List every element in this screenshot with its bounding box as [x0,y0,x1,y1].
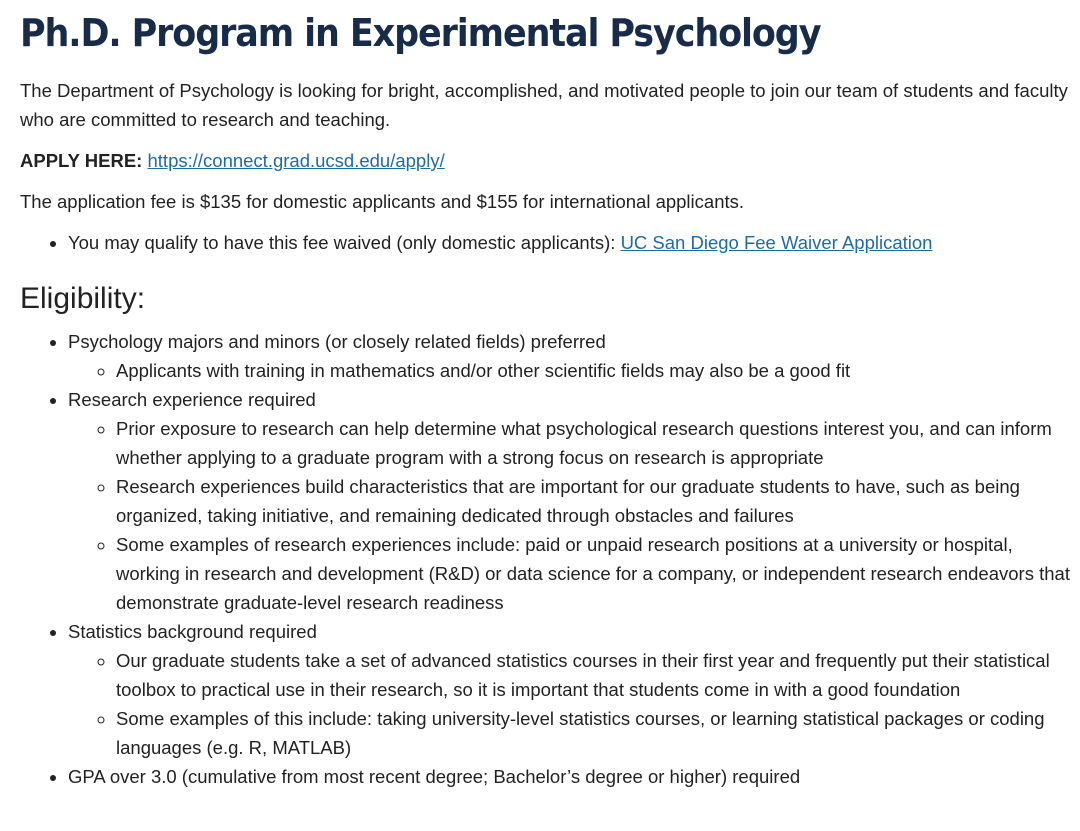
fee-waiver-text: You may qualify to have this fee waived (only domestic applicants): [68,232,621,253]
eligibility-subitem: ◦ Prior exposure to research can help determine what psychological research questions interest you, and can inform whether applying to a graduate program with a strong focus on research is appropriate [116,414,1070,472]
apply-link[interactable]: https://connect.grad.ucsd.edu/apply/ [147,150,445,171]
intro-paragraph: The Department of Psychology is looking for bright, accomplished, and motivated people to join our team of students and faculty who are committed to research and teaching. [20,80,1068,130]
eligibility-item-text: GPA over 3.0 (cumulative from most recent degree; Bachelor’s degree or higher) required [68,766,801,787]
fee-waiver-item [68,228,1070,257]
fee-waiver-link[interactable]: UC San Diego Fee Waiver Application [620,232,933,253]
fee-paragraph: The application fee is $135 for domestic applicants and $155 for international applicants. [20,191,745,212]
eligibility-subitem: ◦ Research experiences build characteristics that are important for our graduate students to have, such as being organized, taking initiative, and remaining dedicated through obstacles and failures [116,472,1070,530]
eligibility-subitem: ◦ Applicants with training in mathematics and/or other scientific fields may also be a good fit [116,356,1070,385]
apply-line [20,146,1070,175]
eligibility-sublist [68,414,1070,617]
eligibility-subitem: ◦ Some examples of this include: taking university-level statistics courses, or learning statistical packages or coding languages (e.g. R, MATLAB) [116,704,1070,762]
eligibility-heading: Eligibility: [20,282,146,315]
eligibility-sublist [68,646,1070,762]
eligibility-subitem: ◦ Some examples of research experiences include: paid or unpaid research positions at a university or hospital, working in research and development (R&D) or data science for a company, or independent research endeavors that demonstrate graduate-level research readiness [116,530,1070,617]
eligibility-item-text: Psychology majors and minors (or closely related fields) preferred [68,331,606,352]
eligibility-item-text: Statistics background required [68,621,317,642]
eligibility-item [68,327,1070,385]
eligibility-item [68,617,1070,762]
fee-waiver-list [20,228,1070,257]
eligibility-item [68,762,1070,791]
apply-label: APPLY HERE: [20,150,143,171]
eligibility-sublist [68,356,1070,385]
eligibility-item [68,385,1070,617]
page-title: Ph.D. Program in Experimental Psychology [20,11,821,55]
eligibility-subitem: ◦ Our graduate students take a set of advanced statistics courses in their first year and frequently put their statistical toolbox to practical use in their research, so it is important that students come in with a good foundation [116,646,1070,704]
eligibility-list [20,327,1070,791]
eligibility-item-text: Research experience required [68,389,316,410]
